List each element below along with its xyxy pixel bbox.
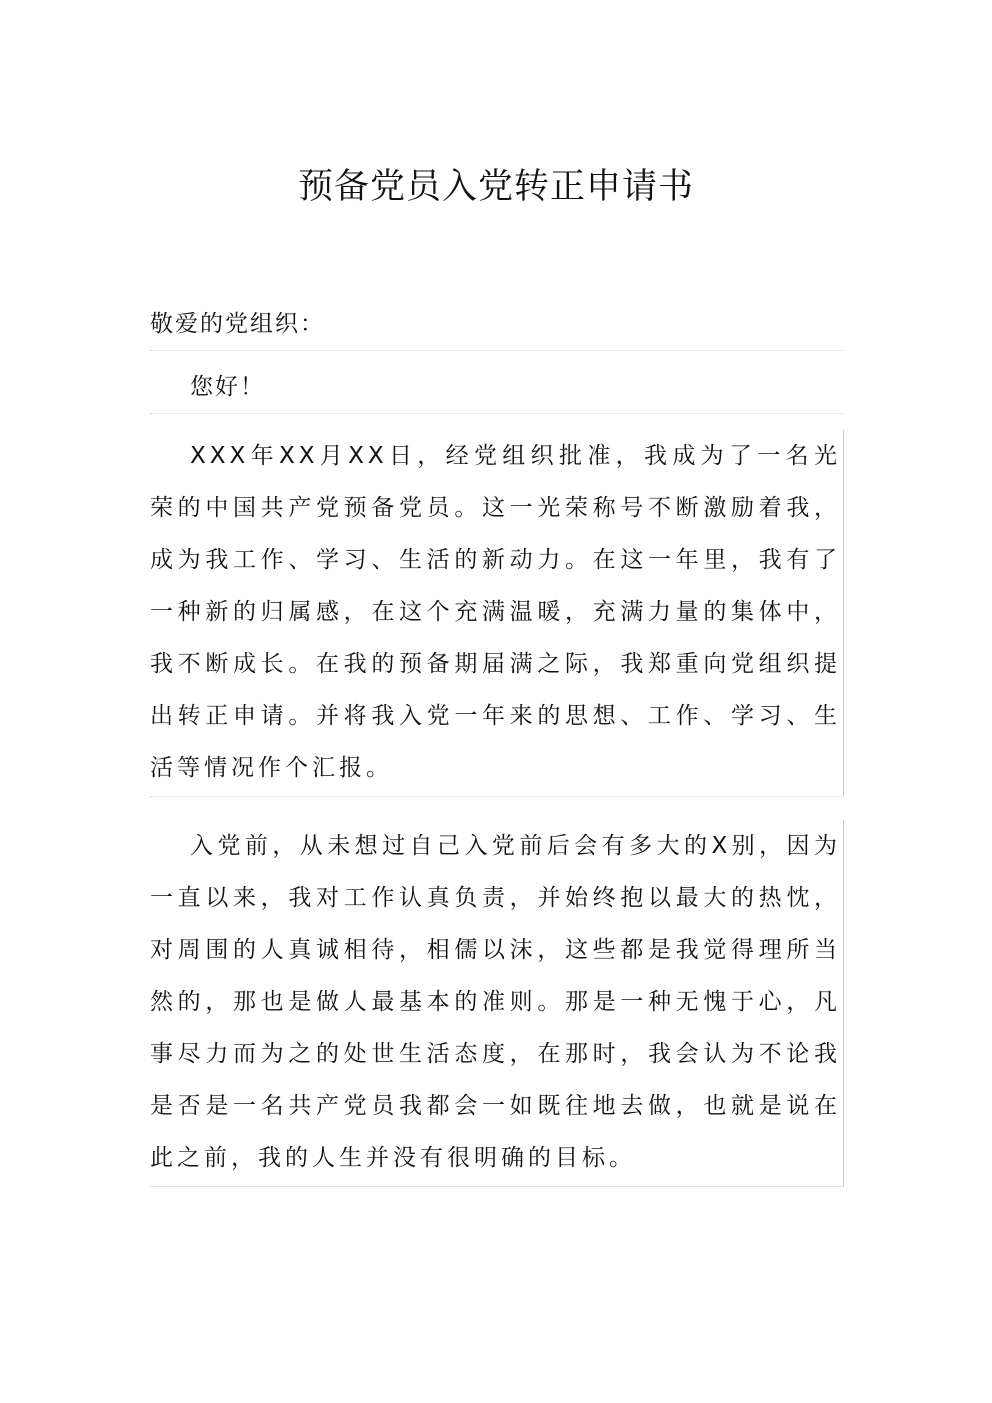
paragraph-1: XXX年XX月XX日，经党组织批准，我成为了一名光荣的中国共产党预备党员。这一光荣称号不断激励着我，成为我工作、学习、生活的新动力。在这一年里，我有了一种新的归属感，在这个充满温暖，充满力量的集体中，我不断成长。在我的预备期届满之际，我郑重向党组织提出转正申请。并将我入党一年来的思想、工作、学习、生活等情况作个汇报。 — [150, 430, 844, 797]
document-title: 预备党员入党转正申请书 — [297, 167, 694, 207]
greeting: 您好！ — [150, 365, 844, 414]
salutation: 敬爱的党组织： — [150, 302, 844, 351]
paragraph-2: 入党前，从未想过自己入党前后会有多大的X别，因为一直以来，我对工作认真负责，并始终抱以最大的热忱，对周围的人真诚相待，相儒以沫，这些都是我觉得理所当然的，那也是做人最基本的准则。那是一种无愧于心，凡事尽力而为之的处世生活态度，在那时，我会认为不论我是否是一名共产党员我都会一如既往地去做，也就是说在此之前，我的人生并没有很明确的目标。 — [150, 820, 844, 1187]
document-body — [150, 302, 844, 1210]
